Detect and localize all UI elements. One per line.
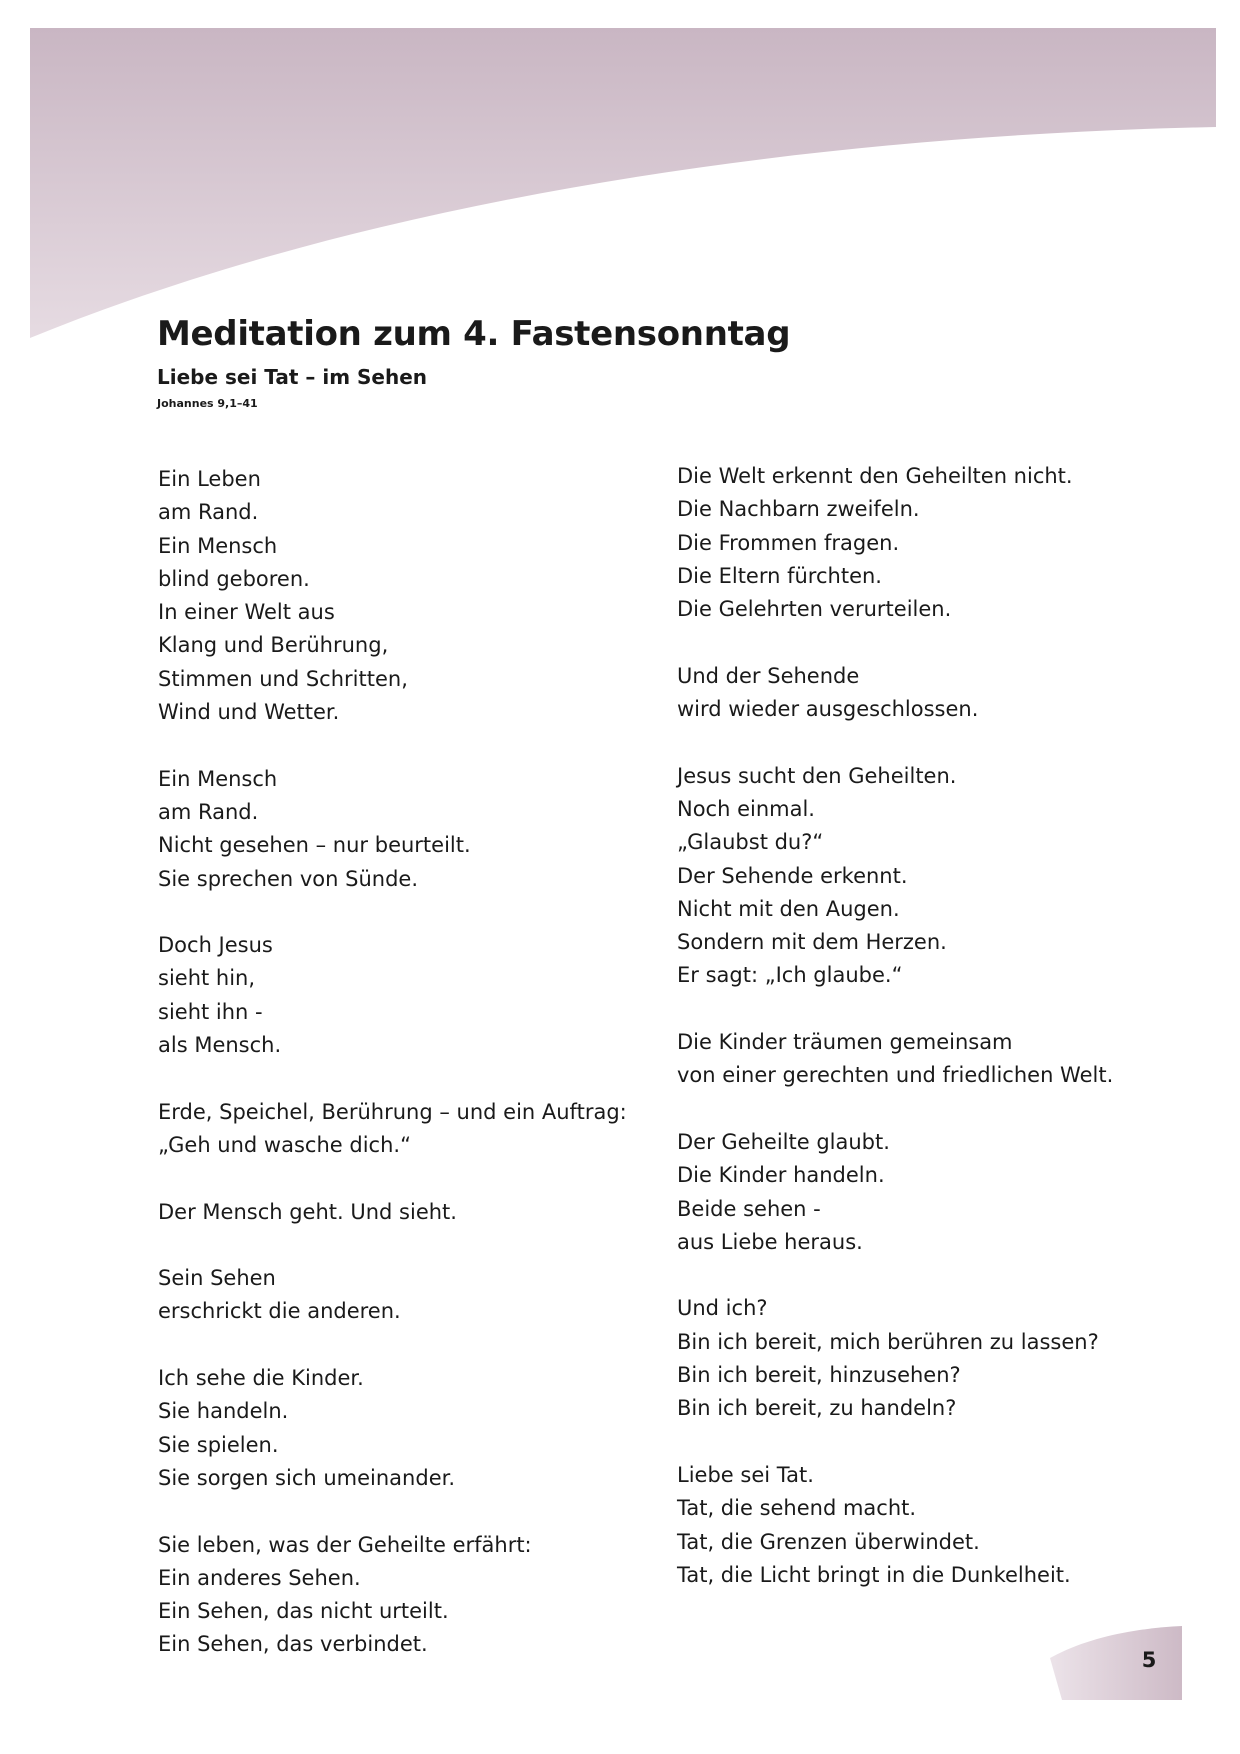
poem-line: Ein Leben xyxy=(158,467,261,491)
poem-line: Ein Sehen, das verbindet. xyxy=(158,1632,428,1657)
poem-line: In einer Welt aus xyxy=(158,600,335,625)
poem-line: Die Kinder träumen gemeinsam xyxy=(677,1030,1013,1055)
page-title: Meditation zum 4. Fastensonntag xyxy=(157,314,791,354)
right-stanza xyxy=(677,1292,1157,1425)
poem-line: Sie spielen. xyxy=(158,1432,279,1457)
poem-line: Stimmen und Schritten, xyxy=(158,666,408,691)
poem-line: Ich sehe die Kinder. xyxy=(158,1366,364,1391)
poem-line: Noch einmal. xyxy=(677,796,815,821)
poem-line: Die Gelehrten verurteilen. xyxy=(677,597,952,622)
poem-line: Erde, Speichel, Berührung – und ein Auftrag: xyxy=(158,1099,627,1124)
left-stanza xyxy=(158,1096,658,1163)
header-band-shape xyxy=(30,28,1216,338)
title-block xyxy=(157,312,1057,414)
poem-line: Bin ich bereit, zu handeln? xyxy=(677,1396,957,1421)
poem-line: Die Eltern fürchten. xyxy=(677,563,882,588)
header-decorative-band xyxy=(0,0,1240,360)
poem-line: Sie sorgen sich umeinander. xyxy=(158,1465,455,1490)
poem-line: Die Frommen fragen. xyxy=(677,530,900,555)
page-subtitle: Liebe sei Tat – im Sehen xyxy=(157,365,428,389)
poem-line: Er sagt: „Ich glaube.“ xyxy=(677,963,903,988)
right-stanza xyxy=(677,460,1157,626)
poem-line: wird wieder ausgeschlossen. xyxy=(677,697,979,722)
poem-line: Die Nachbarn zweifeln. xyxy=(677,497,920,522)
poem-line: Tat, die Licht bringt in die Dunkelheit. xyxy=(677,1562,1071,1587)
poem-line: Liebe sei Tat. xyxy=(677,1462,814,1487)
page-number-tab xyxy=(1050,1618,1190,1700)
left-stanza xyxy=(158,1529,658,1662)
right-stanza xyxy=(677,760,1157,993)
right-stanza xyxy=(677,1126,1157,1259)
poem-line: aus Liebe heraus. xyxy=(677,1229,863,1254)
bible-reference: Johannes 9,1–41 xyxy=(157,397,258,410)
poem-line: Doch Jesus xyxy=(158,933,273,958)
poem-line: „Glaubst du?“ xyxy=(677,830,824,855)
poem-line: „Geh und wasche dich.“ xyxy=(158,1132,411,1157)
poem-line: Ein anderes Sehen. xyxy=(158,1565,361,1590)
poem-line: Sondern mit dem Herzen. xyxy=(677,930,947,955)
poem-line: sieht ihn - xyxy=(158,999,263,1024)
poem-line: Und der Sehende xyxy=(677,663,860,688)
poem-line: als Mensch. xyxy=(158,1033,282,1058)
poem-line: Sie leben, was der Geheilte erfährt: xyxy=(158,1532,532,1557)
poem-line: Bin ich bereit, mich berühren zu lassen? xyxy=(677,1329,1099,1354)
left-stanza xyxy=(158,763,658,896)
left-stanza xyxy=(158,463,658,729)
poem-line: Der Sehende erkennt. xyxy=(677,863,908,888)
poem-line: Der Mensch geht. Und sieht. xyxy=(158,1199,457,1224)
poem-line: am Rand. xyxy=(158,500,259,525)
poem-line: am Rand. xyxy=(158,799,259,824)
poem-line: erschrickt die anderen. xyxy=(158,1299,401,1324)
poem-line: Ein Mensch xyxy=(158,766,278,791)
poem-line: Sein Sehen xyxy=(158,1266,276,1291)
poem-right-column xyxy=(677,460,1157,1592)
poem-line: blind geboren. xyxy=(158,566,310,591)
left-stanza xyxy=(158,1196,658,1229)
page-number: 5 xyxy=(1141,1648,1157,1672)
poem-left-column xyxy=(158,463,658,1662)
poem-line: Beide sehen - xyxy=(677,1196,821,1221)
poem-line: Tat, die Grenzen überwindet. xyxy=(677,1529,980,1554)
poem-line: Klang und Berührung, xyxy=(158,633,389,658)
poem-line: Die Welt erkennt den Geheilten nicht. xyxy=(677,464,1073,488)
poem-line: Ein Sehen, das nicht urteilt. xyxy=(158,1599,449,1624)
poem-line: Die Kinder handeln. xyxy=(677,1163,885,1188)
poem-line: Tat, die sehend macht. xyxy=(677,1496,917,1521)
poem-line: Der Geheilte glaubt. xyxy=(677,1129,890,1154)
poem-line: Und ich? xyxy=(677,1296,768,1321)
left-stanza xyxy=(158,929,658,1062)
right-stanza xyxy=(677,1459,1157,1592)
right-stanza xyxy=(677,1026,1157,1093)
poem-line: Nicht mit den Augen. xyxy=(677,896,900,921)
left-stanza xyxy=(158,1262,658,1329)
poem-line: Sie sprechen von Sünde. xyxy=(158,866,419,891)
right-stanza xyxy=(677,660,1157,727)
poem-line: Nicht gesehen – nur beurteilt. xyxy=(158,833,471,858)
left-stanza xyxy=(158,1362,658,1495)
poem-line: Wind und Wetter. xyxy=(158,700,340,725)
poem-line: von einer gerechten und friedlichen Welt. xyxy=(677,1063,1114,1088)
poem-line: Bin ich bereit, hinzusehen? xyxy=(677,1363,961,1388)
poem-line: sieht hin, xyxy=(158,966,256,991)
poem-line: Sie handeln. xyxy=(158,1399,289,1424)
poem-line: Ein Mensch xyxy=(158,533,278,558)
poem-line: Jesus sucht den Geheilten. xyxy=(677,763,957,788)
